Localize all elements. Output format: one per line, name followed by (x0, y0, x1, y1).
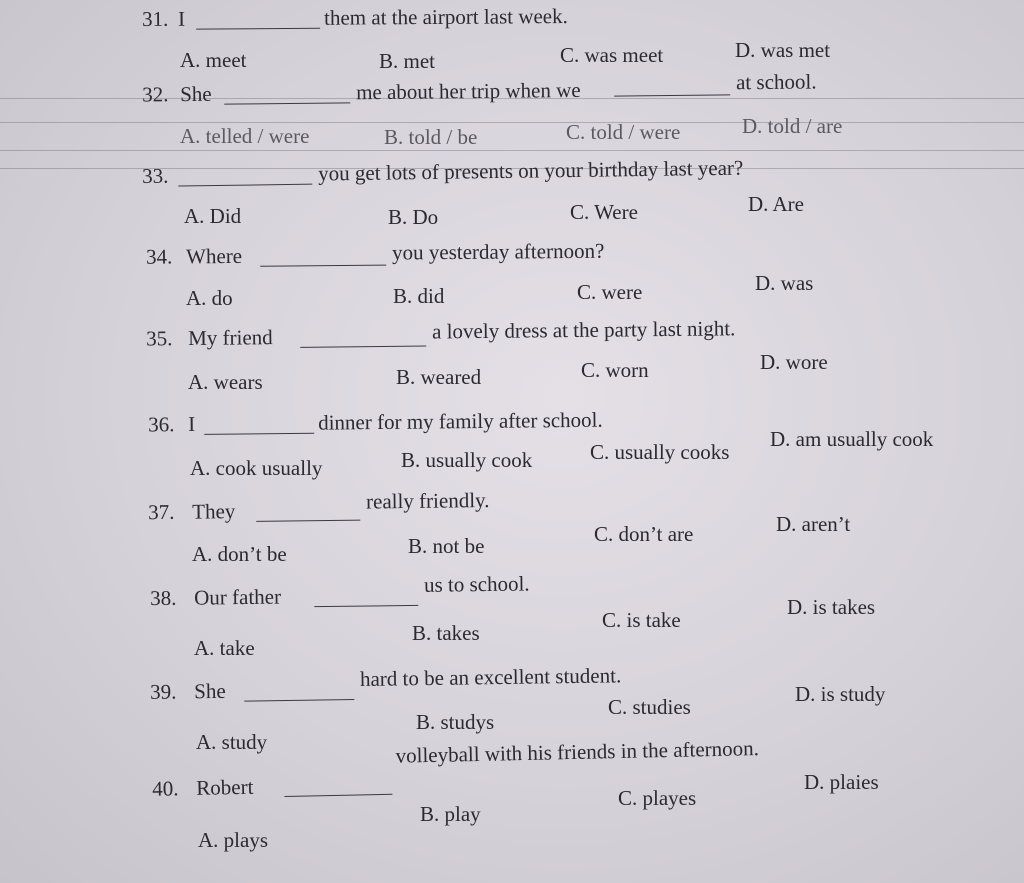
option-c[interactable]: C. is take (602, 608, 681, 632)
option-c[interactable]: C. worn (581, 358, 649, 382)
question-number: 39. (150, 679, 177, 704)
question-number: 35. (146, 326, 173, 351)
option-a[interactable]: A. cook usually (190, 456, 323, 480)
option-d[interactable]: D. am usually cook (770, 427, 934, 451)
option-d[interactable]: D. plaies (804, 770, 879, 794)
option-c[interactable]: C. playes (618, 786, 697, 810)
question-35 (0, 316, 1024, 406)
option-a[interactable]: A. don’t be (192, 542, 287, 566)
question-37 (0, 488, 1024, 580)
question-38 (0, 571, 1024, 666)
answer-blank[interactable] (314, 605, 418, 607)
option-a[interactable]: A. study (196, 730, 268, 754)
option-a[interactable]: A. wears (188, 370, 263, 394)
option-b[interactable]: B. weared (396, 365, 482, 389)
option-d[interactable]: D. is study (795, 682, 886, 706)
question-prefix: Our father (194, 584, 282, 610)
question-text: me about her trip when we (356, 77, 581, 105)
question-text: hard to be an excellent student. (359, 663, 622, 691)
answer-blank[interactable] (256, 520, 360, 522)
question-number: 40. (152, 776, 179, 801)
answer-blank[interactable] (204, 433, 314, 435)
option-a[interactable]: A. meet (180, 48, 247, 72)
question-prefix: They (192, 499, 236, 524)
option-d[interactable]: D. aren’t (776, 512, 851, 536)
option-c[interactable]: C. usually cooks (590, 440, 730, 464)
option-a[interactable]: A. take (194, 636, 255, 660)
answer-blank[interactable] (300, 346, 426, 348)
question-number: 33. (142, 163, 169, 189)
option-a[interactable]: A. do (186, 286, 233, 310)
answer-blank[interactable] (178, 184, 312, 187)
question-text: volleyball with his friends in the afternoon. (395, 736, 760, 768)
option-c[interactable]: C. was meet (560, 43, 664, 67)
option-d[interactable]: D. is takes (787, 595, 876, 619)
option-c[interactable]: C. studies (608, 695, 691, 719)
option-b[interactable]: B. studys (416, 710, 495, 734)
question-number: 38. (150, 585, 177, 611)
option-d[interactable]: D. Are (748, 192, 804, 216)
option-b[interactable]: B. told / be (384, 125, 478, 149)
answer-blank[interactable] (244, 699, 354, 702)
option-b[interactable]: B. did (393, 284, 445, 308)
answer-blank[interactable] (196, 28, 320, 30)
question-number: 32. (142, 82, 169, 107)
question-text: us to school. (423, 571, 530, 597)
option-a[interactable]: A. plays (198, 828, 268, 852)
option-b[interactable]: B. Do (388, 205, 439, 229)
question-prefix: She (180, 81, 212, 107)
question-prefix: She (194, 678, 226, 704)
answer-blank[interactable] (224, 102, 350, 104)
option-a[interactable]: A. telled / were (180, 124, 310, 148)
option-b[interactable]: B. met (379, 49, 435, 73)
question-text: dinner for my family after school. (318, 407, 603, 435)
question-prefix: Robert (195, 774, 254, 800)
option-b[interactable]: B. usually cook (401, 448, 533, 472)
option-c[interactable]: C. don’t are (594, 522, 694, 546)
question-text-end: at school. (735, 69, 817, 95)
question-text: you get lots of presents on your birthday last year? (317, 155, 744, 186)
option-d[interactable]: D. wore (760, 350, 828, 374)
question-33 (0, 155, 1024, 244)
question-number: 36. (148, 412, 175, 437)
question-32 (0, 69, 1024, 162)
question-text: you yesterday afternoon? (391, 238, 605, 265)
question-prefix: I (178, 6, 186, 31)
answer-blank[interactable] (284, 794, 392, 797)
option-c[interactable]: C. Were (570, 200, 638, 224)
question-number: 37. (148, 499, 175, 525)
answer-blank[interactable] (614, 94, 730, 96)
option-a[interactable]: A. Did (184, 204, 242, 228)
option-b[interactable]: B. play (420, 802, 481, 826)
option-c[interactable]: C. were (577, 280, 643, 304)
option-b[interactable]: B. not be (408, 534, 485, 558)
question-34 (0, 238, 1024, 324)
option-b[interactable]: B. takes (412, 621, 480, 645)
answer-blank[interactable] (260, 265, 386, 267)
question-text: really friendly. (365, 488, 490, 514)
option-d[interactable]: D. was (755, 271, 814, 295)
question-prefix: I (188, 411, 196, 437)
question-36 (0, 407, 1024, 492)
option-d[interactable]: D. told / are (742, 114, 843, 138)
question-text: a lovely dress at the party last night. (431, 316, 736, 344)
question-prefix: Where (186, 243, 243, 269)
question-text: them at the airport last week. (324, 4, 568, 30)
question-prefix: My friend (188, 325, 273, 351)
question-number: 34. (146, 244, 173, 269)
question-number: 31. (142, 6, 169, 32)
option-d[interactable]: D. was met (735, 38, 831, 62)
option-c[interactable]: C. told / were (566, 120, 681, 144)
